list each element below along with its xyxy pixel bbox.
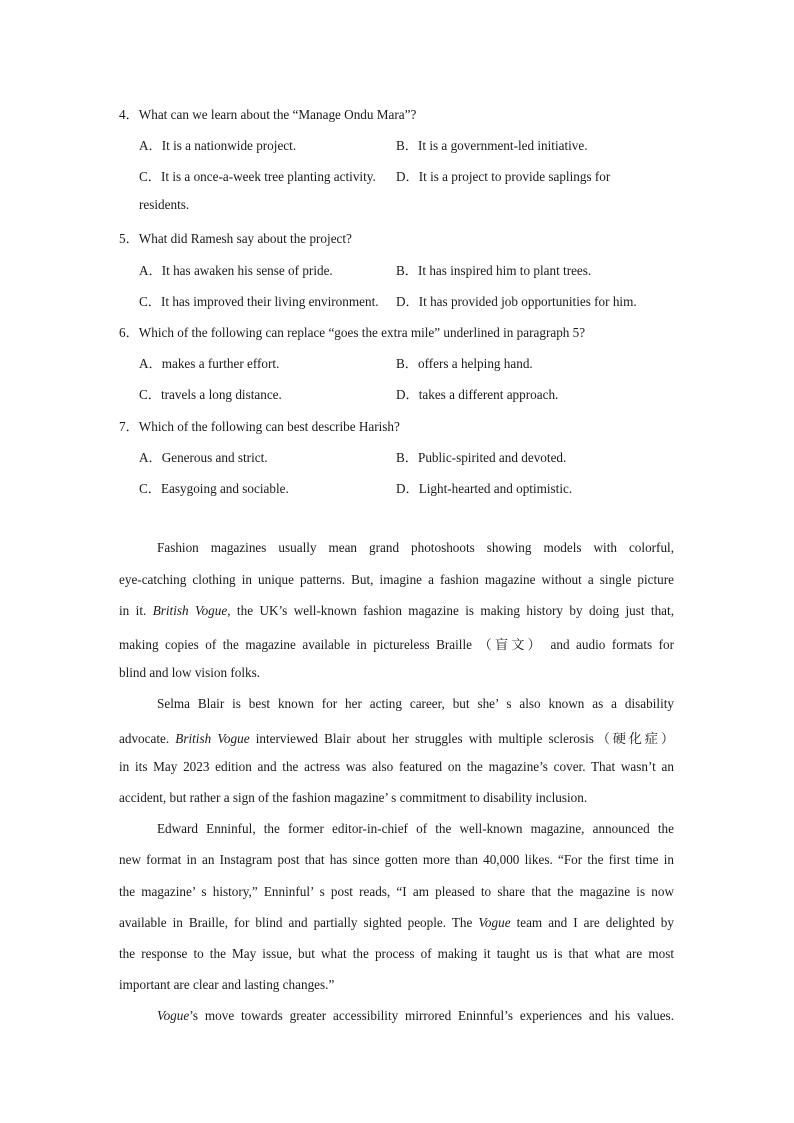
passage-p3-line-2: new format in an Instagram post that has since gotten more than 40,000 likes. “For the first time in — [119, 852, 674, 867]
passage-p3-line-4 — [119, 915, 674, 931]
passage-p3-line-6: important are clear and lasting changes.” — [119, 977, 335, 992]
question-4-option-d: D．It is a project to provide saplings for — [396, 169, 611, 184]
question-6-option-c: C．travels a long distance. — [139, 387, 282, 402]
question-4-option-b: B．It is a government-led initiative. — [396, 138, 588, 153]
question-7-option-a: A．Generous and strict. — [139, 450, 268, 465]
question-6-option-b: B．offers a helping hand. — [396, 356, 533, 371]
question-7-stem: 7．Which of the following can best describe Harish? — [119, 419, 400, 434]
passage-p1-line-1: Fashion magazines usually mean grand photoshoots showing models with colorful, — [157, 540, 674, 555]
question-6-option-d: D．takes a different approach. — [396, 387, 559, 402]
passage-text: ’s move towards greater accessibility mirrored Eninnful’s experiences and his values. — [189, 1008, 674, 1023]
magazine-title: Vogue — [157, 1008, 190, 1023]
passage-p1-line-4: making copies of the magazine available in pictureless Braille （盲文） and audio formats for — [119, 637, 674, 652]
passage-p3-line-1: Edward Enninful, the former editor-in-chief of the well-known magazine, announced the — [157, 821, 674, 836]
magazine-title: British Vogue — [152, 603, 228, 618]
magazine-title: British Vogue — [175, 731, 250, 746]
passage-p2-line-2 — [119, 728, 674, 747]
question-4-stem: 4．What can we learn about the “Manage Ondu Mara”? — [119, 107, 417, 122]
question-4-option-c: C．It is a once-a-week tree planting activity. — [139, 169, 376, 184]
passage-p1-line-3 — [119, 603, 674, 619]
passage-text: in it. — [119, 603, 153, 618]
passage-p1-line-5: blind and low vision folks. — [119, 665, 261, 680]
passage-p3-line-3: the magazine’ s history,” Enninful’ s post reads, “I am pleased to share that the magazine is now — [119, 884, 674, 899]
passage-p2-line-3: in its May 2023 edition and the actress was also featured on the magazine’s cover. That wasn’t an — [119, 759, 674, 774]
passage-p2-line-1: Selma Blair is best known for her acting career, but she’ s also known as a disability — [157, 696, 674, 711]
passage-p1-line-2: eye-catching clothing in unique patterns. But, imagine a fashion magazine without a single picture — [119, 572, 674, 587]
question-6-stem: 6．Which of the following can replace “goes the extra mile” underlined in paragraph 5? — [119, 325, 586, 340]
question-7-option-d: D．Light-hearted and optimistic. — [396, 481, 573, 496]
passage-text: available in Braille, for blind and partially sighted people. The — [119, 915, 479, 930]
passage-text: team and I are delighted by — [510, 915, 674, 930]
passage-text: interviewed Blair about her struggles with multiple sclerosis（硬化症） — [249, 731, 675, 746]
question-7-option-c: C．Easygoing and sociable. — [139, 481, 289, 496]
question-4-option-a: A．It is a nationwide project. — [139, 138, 297, 153]
question-5-option-d: D．It has provided job opportunities for him. — [396, 294, 637, 309]
question-5-option-a: A．It has awaken his sense of pride. — [139, 263, 333, 278]
question-6-option-a: A．makes a further effort. — [139, 356, 280, 371]
question-5-option-b: B．It has inspired him to plant trees. — [396, 263, 592, 278]
passage-p4-line-1 — [157, 1008, 674, 1024]
question-4-option-d-continuation: residents. — [139, 197, 190, 212]
passage-text: advocate. — [119, 731, 176, 746]
question-5-option-c: C．It has improved their living environment. — [139, 294, 379, 309]
question-7-option-b: B．Public-spirited and devoted. — [396, 450, 567, 465]
magazine-title: Vogue — [478, 915, 511, 930]
passage-text: , the UK’s well-known fashion magazine is making history by doing just that, — [227, 603, 674, 618]
passage-p3-line-5: the response to the May issue, but what the process of making it taught us is that what are most — [119, 946, 674, 961]
question-5-stem: 5．What did Ramesh say about the project? — [119, 231, 352, 246]
passage-p2-line-4: accident, but rather a sign of the fashion magazine’ s commitment to disability inclusion. — [119, 790, 588, 805]
